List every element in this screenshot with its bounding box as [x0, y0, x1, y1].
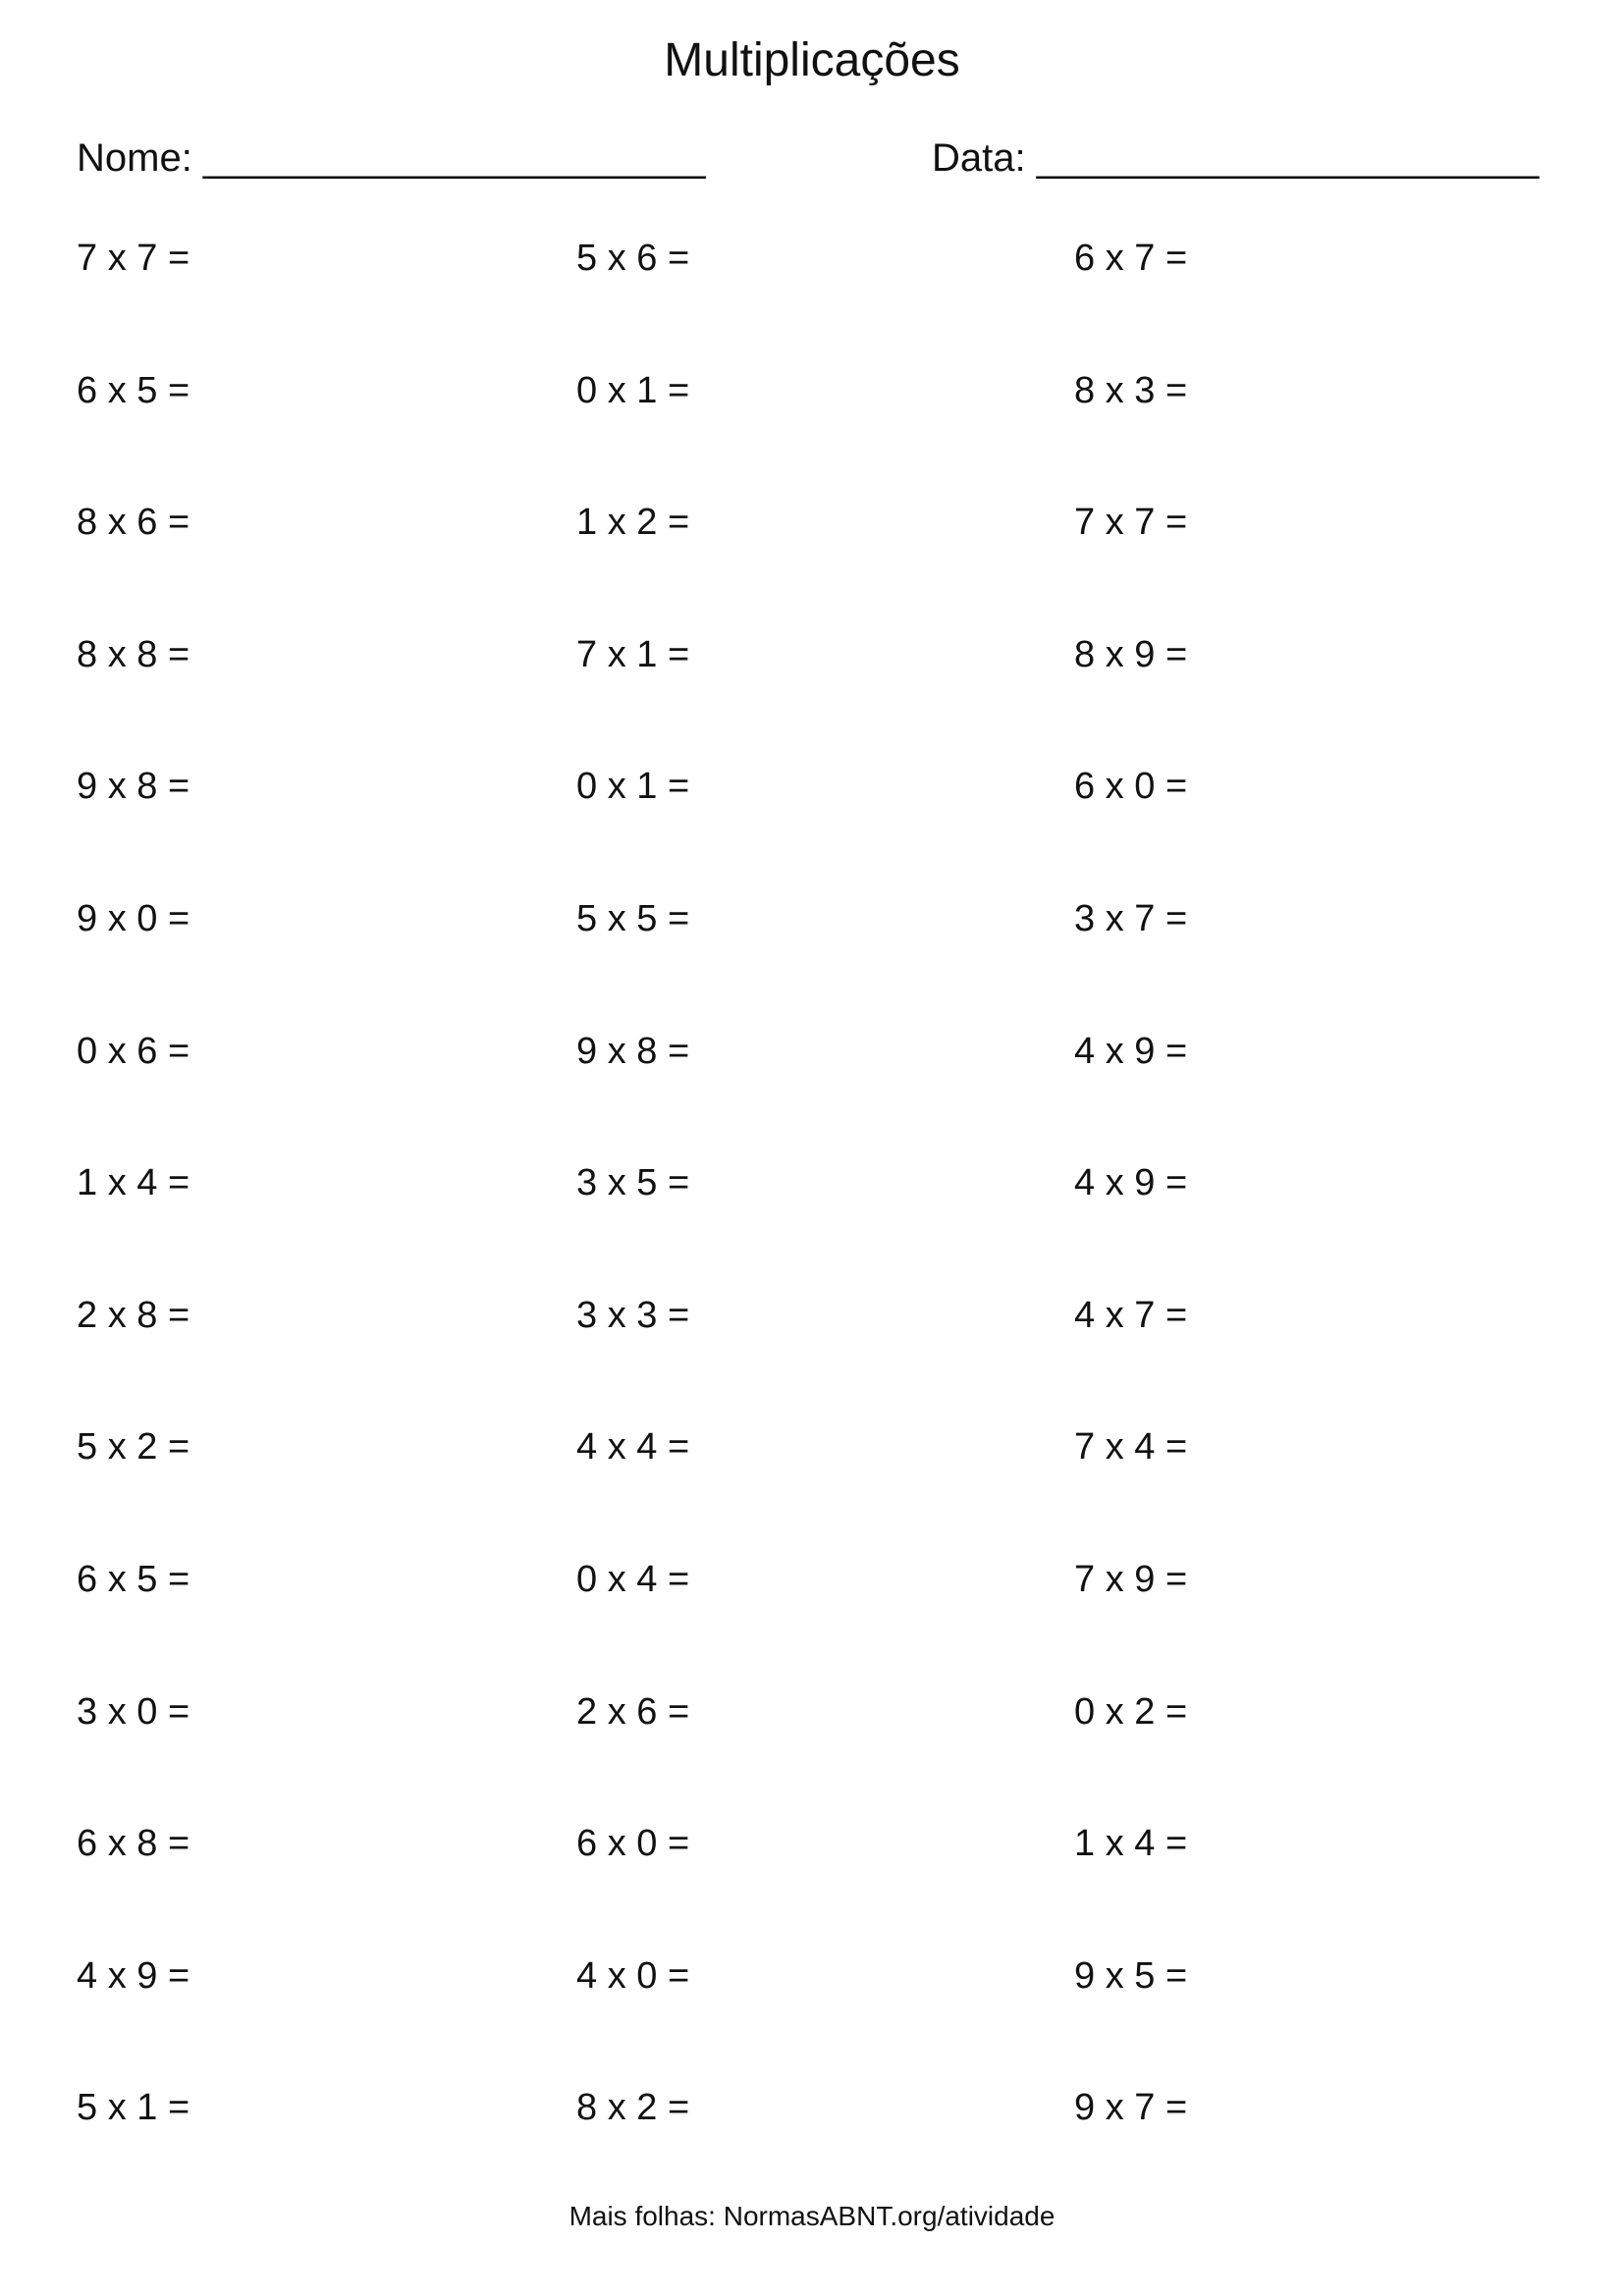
math-problem: 8 x 2 = [576, 2087, 690, 2128]
math-problem: 0 x 1 = [576, 370, 690, 411]
math-problem: 6 x 5 = [77, 1559, 190, 1600]
math-problem: 9 x 8 = [576, 1031, 690, 1072]
math-problem: 4 x 4 = [576, 1426, 690, 1468]
math-problem: 8 x 3 = [1074, 370, 1188, 411]
math-problem: 3 x 0 = [77, 1691, 190, 1733]
math-problem: 9 x 5 = [1074, 1955, 1188, 1997]
math-problem: 6 x 7 = [1074, 238, 1188, 279]
math-problem: 5 x 6 = [576, 238, 690, 279]
math-problem: 7 x 9 = [1074, 1559, 1188, 1600]
math-problem: 7 x 7 = [77, 238, 190, 279]
math-problem: 9 x 8 = [77, 766, 190, 807]
footer-link-text: Mais folhas: NormasABNT.org/atividade [568, 2201, 1056, 2231]
math-problem: 9 x 0 = [77, 898, 190, 939]
math-problem: 7 x 7 = [1074, 502, 1188, 543]
math-problem: 7 x 4 = [1074, 1426, 1188, 1468]
math-problem: 4 x 9 = [1074, 1031, 1188, 1072]
math-problem: 4 x 9 = [77, 1955, 190, 1997]
page-title: Multiplicações [664, 34, 960, 86]
math-problem: 2 x 8 = [77, 1295, 190, 1336]
math-problem: 8 x 8 = [77, 634, 190, 675]
math-problem: 3 x 3 = [576, 1295, 690, 1336]
math-problem: 1 x 4 = [77, 1162, 190, 1203]
math-problem: 0 x 4 = [576, 1559, 690, 1600]
math-problem: 5 x 2 = [77, 1426, 190, 1468]
math-problem: 7 x 1 = [576, 634, 690, 675]
name-field-label: Nome: _______________________ [77, 136, 706, 180]
math-problem: 4 x 0 = [576, 1955, 690, 1997]
math-problem: 3 x 7 = [1074, 898, 1188, 939]
math-problem: 5 x 1 = [77, 2087, 190, 2128]
math-problem: 8 x 9 = [1074, 634, 1188, 675]
math-problem: 6 x 5 = [77, 370, 190, 411]
math-problem: 4 x 7 = [1074, 1295, 1188, 1336]
math-problem: 0 x 2 = [1074, 1691, 1188, 1733]
math-problem: 2 x 6 = [576, 1691, 690, 1733]
date-field-label: Data: _______________________ [932, 136, 1540, 180]
math-problem: 1 x 4 = [1074, 1823, 1188, 1864]
math-problem: 6 x 8 = [77, 1823, 190, 1864]
math-problem: 6 x 0 = [576, 1823, 690, 1864]
math-problem: 0 x 1 = [576, 766, 690, 807]
math-problem: 0 x 6 = [77, 1031, 190, 1072]
math-problem: 9 x 7 = [1074, 2087, 1188, 2128]
math-problem: 5 x 5 = [576, 898, 690, 939]
math-problem: 3 x 5 = [576, 1162, 690, 1203]
math-problem: 4 x 9 = [1074, 1162, 1188, 1203]
math-problem: 6 x 0 = [1074, 766, 1188, 807]
math-problem: 1 x 2 = [576, 502, 690, 543]
math-problem: 8 x 6 = [77, 502, 190, 543]
